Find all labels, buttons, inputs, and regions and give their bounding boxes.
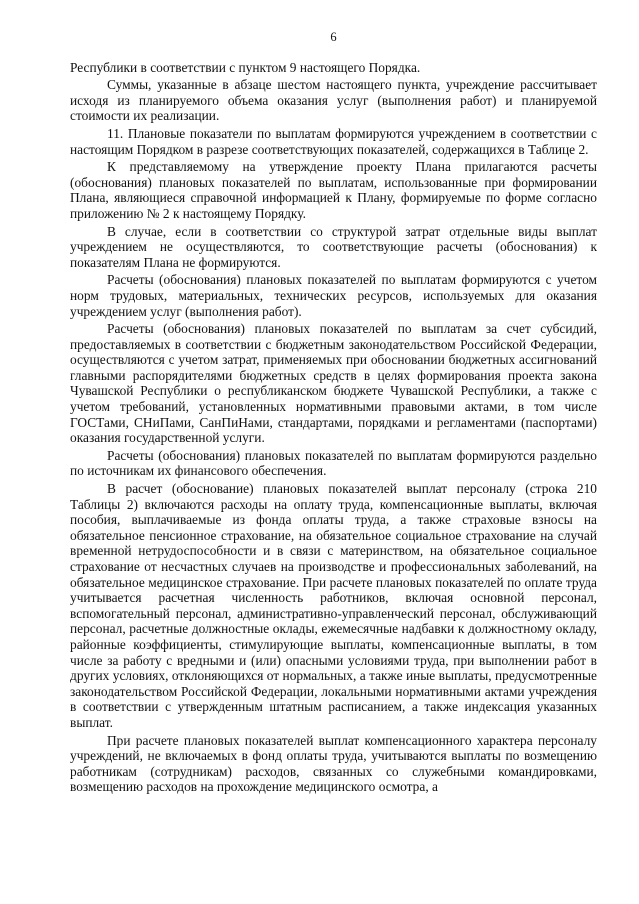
- paragraph-norms: Расчеты (обоснования) плановых показателей по выплатам формируются с учетом норм трудовых, материальных, технических ресурсов, используемых для оказания учреждением услуг (выполнения работ).: [70, 272, 597, 319]
- paragraph-compensation: При расчете плановых показателей выплат компенсационного характера персоналу учреждений, не включаемых в фонд оплаты труда, учитываются выплаты по возмещению работникам (сотрудникам) расходов, связанных со служебными командировками, возмещению расходов на прохождение медицинского осмотра, а: [70, 732, 597, 795]
- paragraph-no-calculations: В случае, если в соответствии со структурой затрат отдельные виды выплат учреждением не осуществляются, то соответствующие расчеты (обоснования) к показателям Плана не формируются.: [70, 223, 597, 270]
- paragraph-sources: Расчеты (обоснования) плановых показателей по выплатам формируются раздельно по источникам их финансового обеспечения.: [70, 447, 597, 479]
- paragraph-personnel-payments: В расчет (обоснование) плановых показателей выплат персоналу (строка 210 Таблицы 2) включаются расходы на оплату труда, компенсационные выплаты, включая пособия, выплачиваемые из фонда оплаты труда, а также страховые взносы на обязательное пенсионное страхование, на обязательное социальное страхование на случай временной нетрудоспособности и в связи с материнством, на обязательное социальное страхование от несчастных случаев на производстве и профессиональных заболеваний, на обязательное медицинское страхование. При расчете плановых показателей по оплате труда учитывается расчетная численность работников, включая основной персонал, вспомогательный персонал, административно-управленческий персонал, обслуживающий персонал, расчетные должностные оклады, ежемесячные надбавки к должностному окладу, районные коэффициенты, стимулирующие выплаты, компенсационные выплаты, в том числе за работу с вредными и (или) опасными условиями труда, при выполнении работ в других условиях, отклоняющихся от нормальных, а также иные выплаты, предусмотренные законодательством Российской Федерации, локальными нормативными актами учреждения в соответствии с утвержденным штатным расписанием, а также индексация указанных выплат.: [70, 481, 597, 730]
- document-page: [70, 30, 597, 795]
- page-number: 6: [330, 30, 337, 44]
- paragraph-sums: Суммы, указанные в абзаце шестом настоящего пункта, учреждение рассчитывает исходя из планируемого объема оказания услуг (выполнения работ) и планируемой стоимости их реализации.: [70, 77, 597, 124]
- paragraph-attachments: К представляемому на утверждение проекту Плана прилагаются расчеты (обоснования) плановых показателей по выплатам, использованные при формировании Плана, являющиеся справочной информацией к Плану, формируемые по форме согласно приложению № 2 к настоящему Порядку.: [70, 159, 597, 221]
- paragraph-continuation: Республики в соответствии с пунктом 9 настоящего Порядка.: [70, 59, 421, 75]
- paragraph-subsidies: Расчеты (обоснования) плановых показателей по выплатам за счет субсидий, предоставляемых в соответствии с бюджетным законодательством Российской Федерации, осуществляются с учетом затрат, применяемых при обосновании бюджетных ассигнований главными распорядителями бюджетных средств в целях формирования проекта закона Чувашской Республики о республиканском бюджете Чувашской Республики, а также с учетом требований, установленных нормативными правовыми актами, в том числе ГОСТами, СНиПами, СанПиНами, стандартами, порядками и регламентами (паспортами) оказания государственной услуги.: [70, 321, 597, 446]
- paragraph-item-11: 11. Плановые показатели по выплатам формируются учреждением в соответствии с настоящим Порядком в разрезе соответствующих показателей, содержащихся в Таблице 2.: [70, 125, 597, 157]
